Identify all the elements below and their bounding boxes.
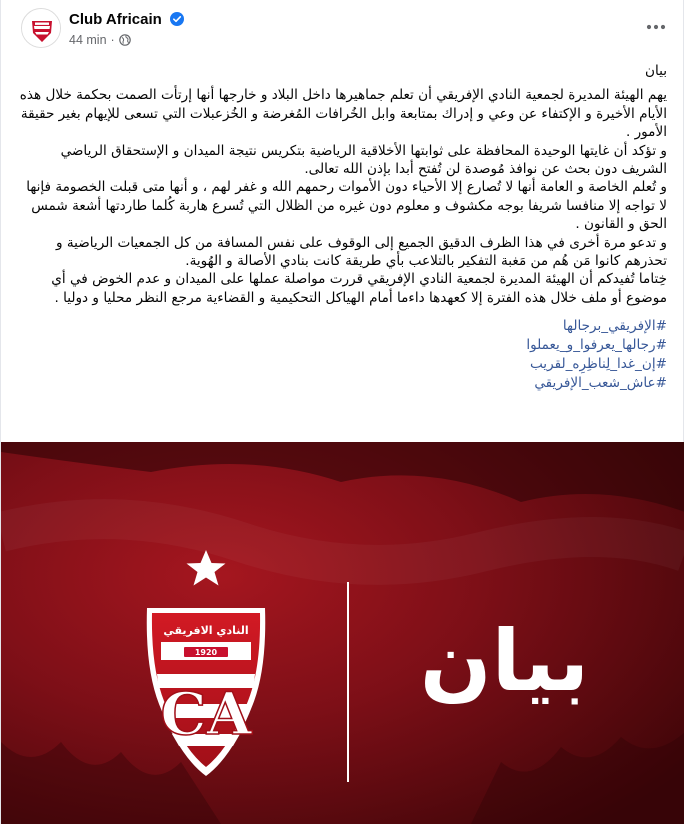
post-paragraph-2: و تؤكد أن غايتها الوحيدة المحافظة على ثوابتها الأخلاقية الرياضية بتكريس نتيجة الميدان و الإستحقاق الرياضي الشريف دون بحث عن نوافذ مُوصدة لن تُفتح أبدا بإذن الله تعالى. (60, 142, 667, 178)
crest-year-text: 1920 (194, 648, 218, 657)
post-image[interactable] (1, 442, 684, 824)
banner-divider (347, 582, 349, 782)
club-logo-icon (22, 9, 61, 48)
globe-icon (119, 34, 131, 46)
post-paragraph-3: و تُعلم الخاصة و العامة أنها لا تُصارع إلا الأحياء دون الأموات رحمهم الله و غفر لهم ، و أنها متى قبلت الخصومة فإنها لا تواجه إلا منافسا شريفا بوجه مكشوف و معلوم دون غيره من الظلال التي تُسرع هاربة كُلما طاردتها أشعة شمس الحق و القانون . (26, 179, 667, 233)
post-meta (69, 33, 131, 47)
more-options-button[interactable] (641, 12, 671, 42)
page-avatar[interactable] (21, 8, 61, 48)
hashtag-link[interactable]: #رجالها_يعرفوا_و_يعملوا (526, 337, 667, 354)
more-options-icon (646, 24, 666, 30)
hashtag-link[interactable]: #إن_غدا_لِناظِرِه_لقريب (529, 356, 667, 373)
banner-statement-word: بيان (419, 612, 589, 710)
post-message (19, 62, 667, 393)
crest-name-text: النادي الافريقي (163, 624, 249, 637)
post-paragraph-1: يهم الهيئة المديرة لجمعية النادي الإفريقي أن تعلم جماهيرها داخل البلاد و خارجها أنها إرتأت الصمت بحكمة خلال هذه الأيام الأخيرة و الإكتفاء عن وعي و إدراك بمتابعة وابل الخُرافات المُغرضة و الخُزعبلات التي تسعى للإيهام بغير حقيقة الأمور . (19, 87, 667, 141)
post-paragraph-5: خِتاما تُفيدكم أن الهيئة المديرة لجمعية النادي الإفريقي قررت مواصلة عملها على الميدان و عدم الخوض في أي موضوع أو ملف خلال هذه الفترة إلا كعهدها داءما أمام الهياكل التحكيمية و القضاءية مرجع النظر محليا و دوليا . (51, 271, 667, 306)
hashtag-list (19, 317, 667, 393)
crest-monogram-text: CA (160, 680, 252, 748)
post-timestamp[interactable]: 44 min (69, 33, 107, 47)
meta-separator: · (110, 33, 115, 47)
post-header (1, 0, 684, 58)
verified-badge-icon (170, 12, 184, 26)
hashtag-link[interactable]: #الإفريقي_برجالها (562, 318, 667, 335)
post-paragraph-4: و تدعو مرة أخرى في هذا الظرف الدقيق الجميع إلى الوقوف على نفس المسافة من كل الجمعيات الرياضية و تحذرهم كانوا مَن هُم من مَغبة التفكير بالتلاعب بأي طريقة كانت بنادي الأصالة و الهُوية. (55, 234, 667, 270)
post-title: بيان (644, 63, 667, 79)
hashtag-link[interactable]: #عاش_شعب_الإفريقي (534, 375, 667, 392)
page-name-text[interactable]: Club Africain (69, 11, 162, 28)
page-name[interactable] (69, 11, 184, 28)
